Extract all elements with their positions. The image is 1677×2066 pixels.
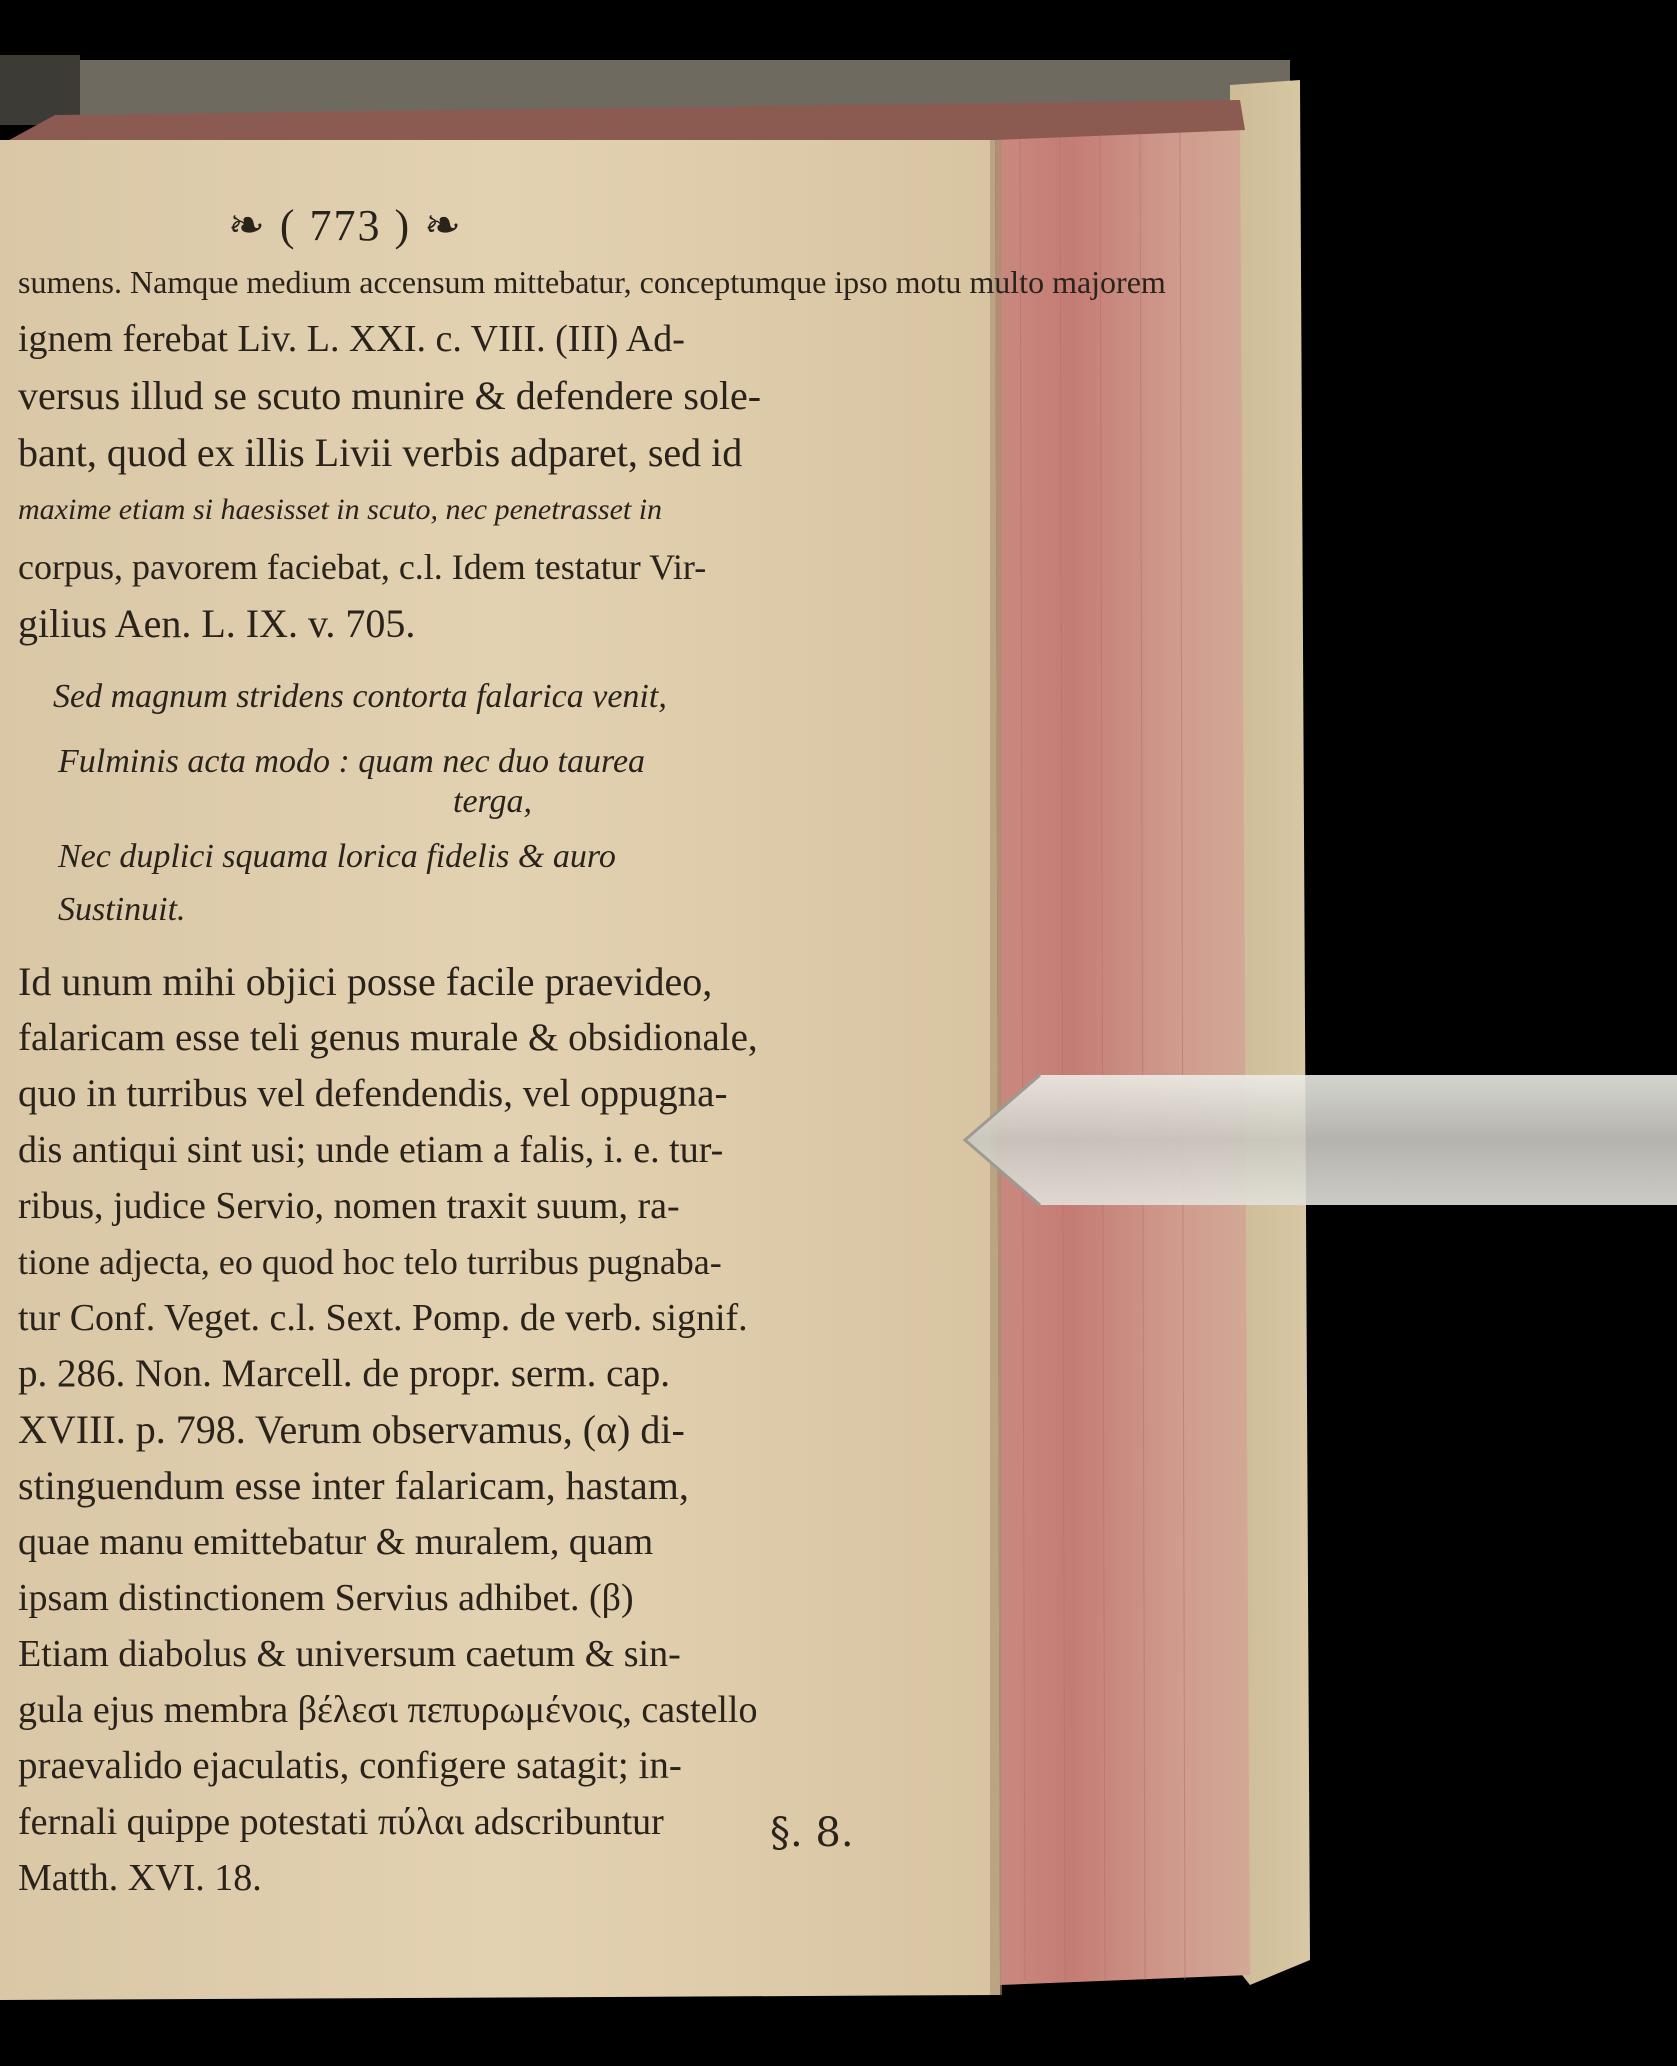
text-line: gula ejus membra βέλεσι πεπυρωμένοις, castello [18,1689,758,1731]
page-header: ❧ ( 773 ) ❧ [228,201,464,250]
text-line: stinguendum esse inter falaricam, hastam, [18,1463,689,1508]
text-line: falaricam esse teli genus murale & obsidionale, [18,1016,758,1059]
text-line: Id unum mihi objici posse facile praevideo, [18,959,713,1004]
text-line: Sed magnum stridens contorta falarica venit, [53,678,667,715]
text-line: dis antiqui sint usi; unde etiam a falis, i. e. tur- [18,1129,724,1171]
text-line: corpus, pavorem faciebat, c.l. Idem testatur Vir- [18,547,707,587]
text-line: quo in turribus vel defendendis, vel oppugna- [18,1072,728,1115]
text-line: sumens. Namque medium accensum mittebatur, conceptumque ipso motu multo majorem [18,264,1166,300]
text-line: tione adjecta, eo quod hoc telo turribus pugnaba- [18,1242,722,1282]
text-line: Etiam diabolus & universum caetum & sin- [18,1633,681,1675]
text-line: Sustinuit. [58,891,186,928]
text-line: praevalido ejaculatis, configere satagit; in- [18,1744,682,1787]
text-line: ignem ferebat Liv. L. XXI. c. VIII. (III) Ad- [18,318,685,360]
text-line: versus illud se scuto munire & defendere sole- [18,373,762,418]
text-line: tur Conf. Veget. c.l. Sext. Pomp. de verb. signif. [18,1297,748,1339]
text-line: maxime etiam si haesisset in scuto, nec penetrasset in [18,493,663,526]
text-line: Matth. XVI. 18. [18,1857,262,1899]
text-line: Fulminis acta modo : quam nec duo taurea [58,743,646,780]
text-line: p. 286. Non. Marcell. de propr. serm. cap. [18,1352,670,1395]
text-line: Nec duplici squama lorica fidelis & auro [58,838,616,875]
text-line: ipsam distinctionem Servius adhibet. (β) [18,1577,634,1619]
text-line: XVIII. p. 798. Verum observamus, (α) di- [18,1407,685,1452]
text-line: terga, [453,783,533,820]
text-line: fernali quippe potestati πύλαι adscribuntur [18,1801,664,1843]
catchword: §. 8. [770,1810,854,1856]
text-line: ribus, judice Servio, nomen traxit suum, ra- [18,1185,680,1227]
text-line: bant, quod ex illis Livii verbis adparet, sed id [18,430,743,475]
text-line: quae manu emittebatur & muralem, quam [18,1521,654,1563]
text-line: gilius Aen. L. IX. v. 705. [18,601,416,646]
